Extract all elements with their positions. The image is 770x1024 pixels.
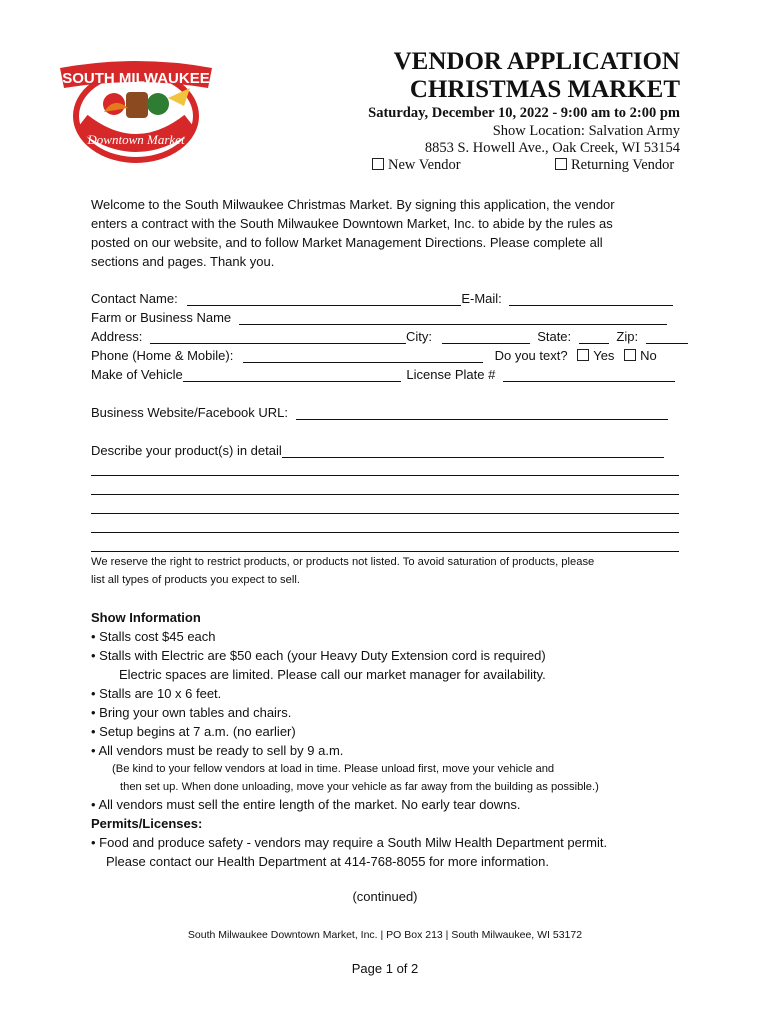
permits-heading: Permits/Licenses: (91, 816, 203, 831)
describe-label: Describe your product(s) in detail (91, 443, 282, 458)
describe-line-5[interactable] (91, 532, 679, 533)
text-yes-checkbox[interactable] (577, 349, 589, 361)
vehicle-label: Make of Vehicle (91, 367, 183, 382)
event-date: Saturday, December 10, 2022 - 9:00 am to 2:00 pm (368, 105, 680, 121)
returning-vendor-checkbox[interactable] (555, 158, 567, 170)
license-label: License Plate # (406, 367, 496, 382)
intro-line-1: Welcome to the South Milwaukee Christmas Market. By signing this application, the vendor (91, 197, 615, 212)
location-address: 8853 S. Howell Ave., Oak Creek, WI 53154 (424, 140, 680, 156)
show-info-item: • Stalls cost $45 each (91, 629, 216, 644)
text-question-label: Do you text? (494, 348, 568, 363)
zip-field[interactable] (646, 330, 688, 344)
new-vendor-checkbox[interactable] (372, 158, 384, 170)
describe-line-2[interactable] (91, 475, 679, 476)
show-info-item: then set up. When done unloading, move your vehicle as far away from the building as possible.) (120, 781, 599, 793)
returning-vendor-label: Returning Vendor (571, 157, 675, 173)
contact-name-label: Contact Name: (91, 291, 178, 306)
show-info-item: • Stalls are 10 x 6 feet. (91, 686, 222, 701)
title-christmas-market: CHRISTMAS MARKET (409, 76, 680, 103)
email-field[interactable] (509, 292, 673, 306)
phone-row (91, 346, 657, 365)
business-row (91, 308, 667, 327)
license-field[interactable] (503, 368, 675, 382)
show-info-item: • All vendors must be ready to sell by 9 a.m. (91, 743, 344, 758)
returning-vendor-option[interactable] (555, 157, 674, 174)
title-vendor-application: VENDOR APPLICATION (393, 48, 680, 75)
show-info-item: Electric spaces are limited. Please call our market manager for availability. (119, 667, 546, 682)
show-info-item: • Bring your own tables and chairs. (91, 705, 292, 720)
permits-item-2: Please contact our Health Department at 414-768-8055 for more information. (106, 854, 549, 869)
describe-row (91, 441, 664, 460)
website-label: Business Website/Facebook URL: (91, 405, 289, 420)
farm-business-label: Farm or Business Name (91, 310, 232, 325)
city-label: City: (405, 329, 432, 344)
reserve-note-2: list all types of products you expect to sell. (91, 574, 300, 586)
describe-line-3[interactable] (91, 494, 679, 495)
footer-address: South Milwaukee Downtown Market, Inc. | PO Box 213 | South Milwaukee, WI 53172 (187, 929, 583, 941)
new-vendor-label: New Vendor (388, 157, 461, 173)
address-field[interactable] (150, 330, 406, 344)
state-field[interactable] (579, 330, 609, 344)
contact-name-field[interactable] (187, 292, 461, 306)
show-location: Show Location: Salvation Army (492, 123, 680, 139)
text-yes-label: Yes (593, 348, 615, 363)
show-info-item: • Setup begins at 7 a.m. (no earlier) (91, 724, 296, 739)
show-info-item: • Stalls with Electric are $50 each (your Heavy Duty Extension cord is required) (91, 648, 546, 663)
show-info-item: • All vendors must sell the entire length of the market. No early tear downs. (91, 797, 521, 812)
address-label: Address: (91, 329, 143, 344)
describe-line-6[interactable] (91, 551, 679, 552)
zip-label: Zip: (616, 329, 639, 344)
logo-bottom-text: Downtown Market (87, 132, 185, 147)
text-no-label: No (640, 348, 657, 363)
intro-line-3: posted on our website, and to follow Market Management Directions. Please complete all (91, 235, 603, 250)
new-vendor-option[interactable] (372, 157, 461, 174)
show-info-item: (Be kind to your fellow vendors at load in time. Please unload first, move your vehicle and (112, 763, 555, 775)
website-field[interactable] (296, 406, 668, 420)
describe-line-4[interactable] (91, 513, 679, 514)
phone-field[interactable] (243, 349, 483, 363)
state-label: State: (537, 329, 572, 344)
vehicle-row (91, 365, 675, 384)
continued-note: (continued) (352, 889, 418, 904)
market-logo (52, 52, 220, 164)
phone-label: Phone (Home & Mobile): (91, 348, 234, 363)
logo-top-text: SOUTH MILWAUKEE (62, 70, 210, 87)
describe-field[interactable] (282, 444, 664, 458)
vehicle-field[interactable] (183, 368, 401, 382)
intro-line-4: sections and pages. Thank you. (91, 254, 275, 269)
website-row (91, 403, 668, 422)
address-row (91, 327, 688, 346)
email-label: E-Mail: (461, 291, 502, 306)
permits-item-1: • Food and produce safety - vendors may require a South Milw Health Department permit. (91, 835, 608, 850)
farm-business-field[interactable] (239, 311, 667, 325)
reserve-note-1: We reserve the right to restrict products, or products not listed. To avoid saturation of products, please (91, 556, 595, 568)
page-number: Page 1 of 2 (351, 961, 419, 976)
contact-row (91, 289, 673, 308)
show-info-heading: Show Information (91, 610, 201, 625)
city-field[interactable] (442, 330, 530, 344)
text-no-checkbox[interactable] (624, 349, 636, 361)
intro-line-2: enters a contract with the South Milwaukee Downtown Market, Inc. to abide by the rules as (91, 216, 613, 231)
